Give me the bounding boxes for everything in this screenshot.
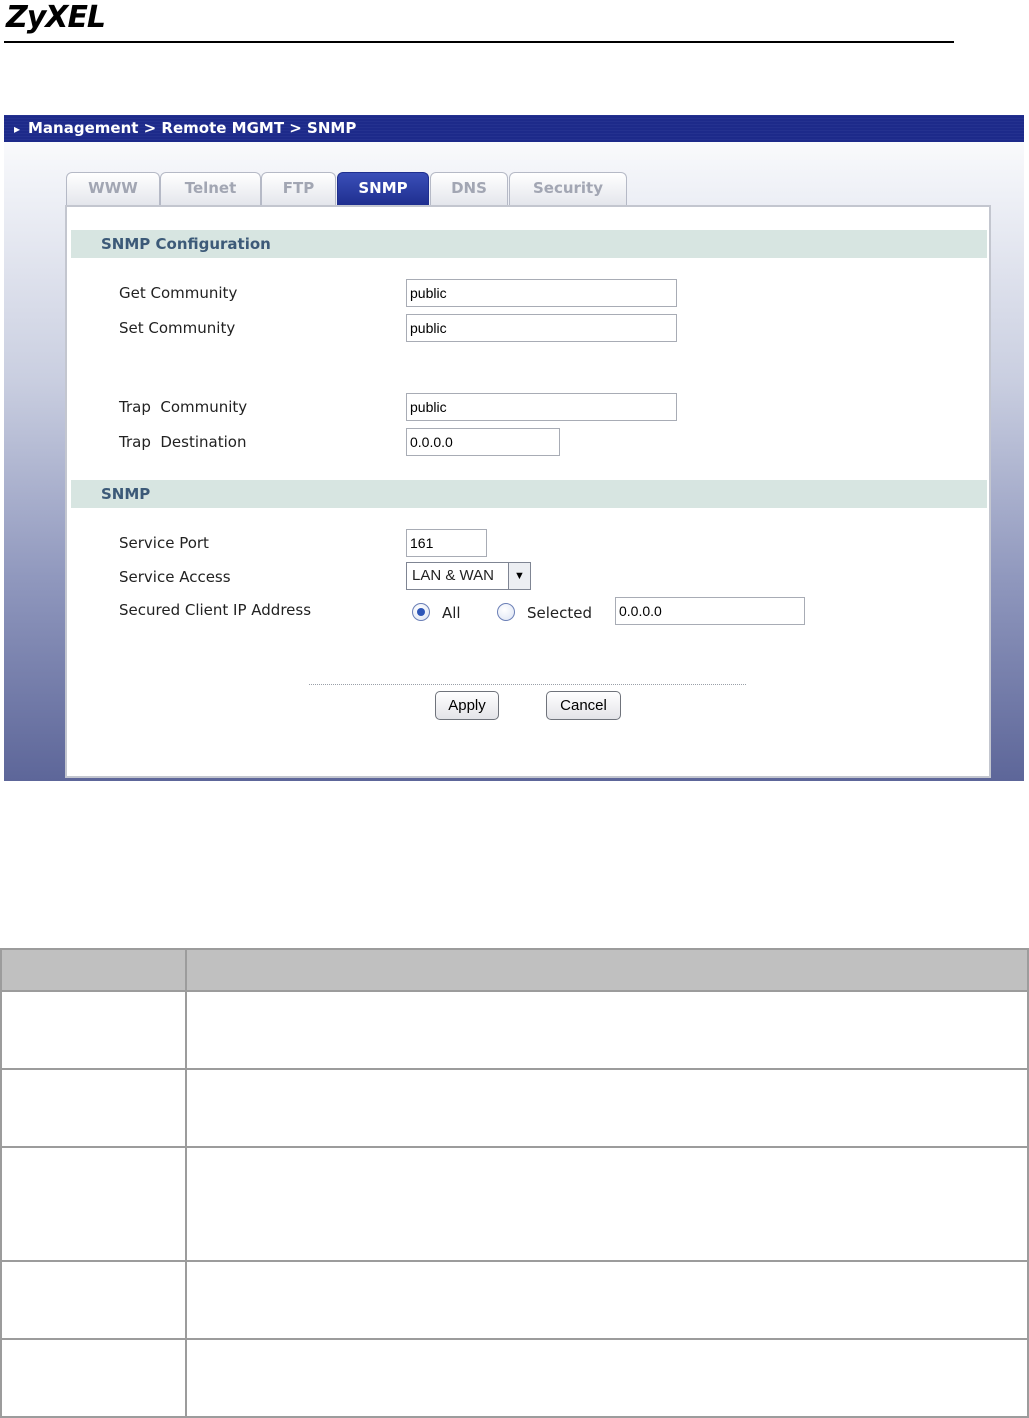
trap-community-label: Trap Community [119, 398, 248, 416]
table-header-cell [1, 949, 186, 991]
zyxel-logo: ZyXEL [6, 0, 106, 35]
service-access-value: LAN & WAN [412, 567, 494, 584]
table-cell [1, 991, 186, 1069]
breadcrumb: Management > Remote MGMT > SNMP [28, 119, 357, 137]
table-header-cell [186, 949, 1028, 991]
service-access-label: Service Access [119, 568, 231, 586]
cancel-button[interactable]: Cancel [546, 691, 621, 720]
header-rule [4, 41, 954, 43]
trap-destination-label: Trap Destination [119, 433, 247, 451]
table-cell [186, 1339, 1028, 1417]
table-row [1, 1261, 1028, 1339]
tab-telnet[interactable]: Telnet [160, 172, 261, 205]
tab-ftp[interactable]: FTP [261, 172, 336, 205]
divider [309, 684, 746, 685]
get-community-label: Get Community [119, 284, 238, 302]
table-row [1, 1339, 1028, 1417]
description-table [0, 948, 1029, 1418]
table-row [1, 1147, 1028, 1261]
double-chevron-icon: ▸ [14, 122, 21, 136]
service-port-label: Service Port [119, 534, 209, 552]
radio-selected[interactable] [497, 603, 515, 621]
selected-ip-input[interactable]: 0.0.0.0 [615, 597, 805, 625]
tab-dns[interactable]: DNS [430, 172, 508, 205]
table-cell [186, 1261, 1028, 1339]
radio-selected-label: Selected [527, 604, 593, 622]
tab-security[interactable]: Security [509, 172, 627, 205]
table-cell [186, 991, 1028, 1069]
table-header-row [1, 949, 1028, 991]
table-row [1, 991, 1028, 1069]
service-port-input[interactable]: 161 [406, 529, 487, 557]
table-cell [1, 1147, 186, 1261]
table-cell [1, 1069, 186, 1147]
breadcrumb-bar [4, 115, 1024, 142]
service-access-select[interactable] [406, 562, 531, 590]
set-community-label: Set Community [119, 319, 236, 337]
section-snmp: SNMP [71, 480, 987, 508]
table-cell [186, 1147, 1028, 1261]
apply-button[interactable]: Apply [435, 691, 499, 720]
table-row [1, 1069, 1028, 1147]
snmp-panel [65, 205, 991, 778]
set-community-input[interactable]: public [406, 314, 677, 342]
radio-all-label: All [442, 604, 461, 622]
table-cell [186, 1069, 1028, 1147]
tab-snmp[interactable]: SNMP [337, 172, 429, 205]
trap-destination-input[interactable]: 0.0.0.0 [406, 428, 560, 456]
radio-all[interactable] [412, 603, 430, 621]
secured-client-ip-label: Secured Client IP Address [119, 601, 312, 619]
section-snmp-configuration: SNMP Configuration [71, 230, 987, 258]
table-cell [1, 1261, 186, 1339]
table-cell [1, 1339, 186, 1417]
router-ui-screenshot [4, 115, 1024, 781]
tab-www[interactable]: WWW [66, 172, 160, 205]
get-community-input[interactable]: public [406, 279, 677, 307]
trap-community-input[interactable]: public [406, 393, 677, 421]
dropdown-arrow-icon[interactable]: ▼ [508, 563, 530, 589]
